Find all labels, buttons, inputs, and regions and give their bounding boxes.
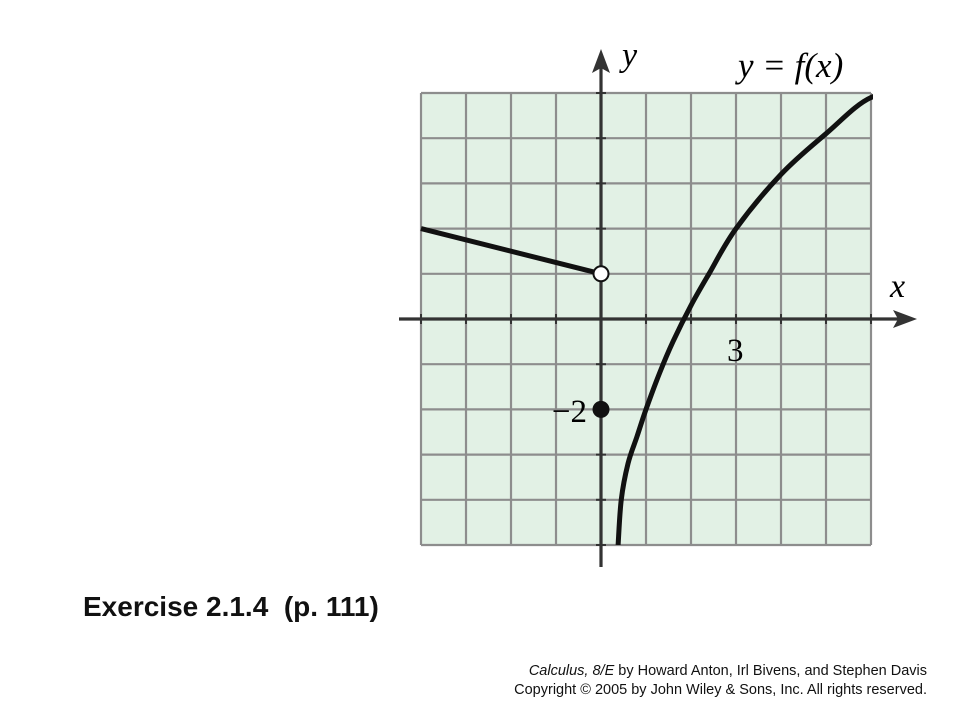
book-authors: by Howard Anton, Irl Bivens, and Stephen Davis [614,663,927,679]
exercise-title: Exercise 2.1.4 (p. 111) [83,591,379,622]
book-title: Calculus, 8/E [528,663,615,679]
y-axis-label: y [622,37,638,74]
open-point [594,266,609,281]
y-tick-label-neg2: −2 [551,394,587,430]
credits-line-2: Copyright © 2005 by John Wiley & Sons, Inc. All rights reserved. [514,682,927,698]
credits-line-1 [514,662,927,681]
copyright-credits [514,662,927,700]
x-tick-label-3: 3 [727,333,744,369]
function-label: y = f(x) [738,46,844,85]
closed-point [594,402,609,417]
x-axis-label: x [890,268,906,305]
